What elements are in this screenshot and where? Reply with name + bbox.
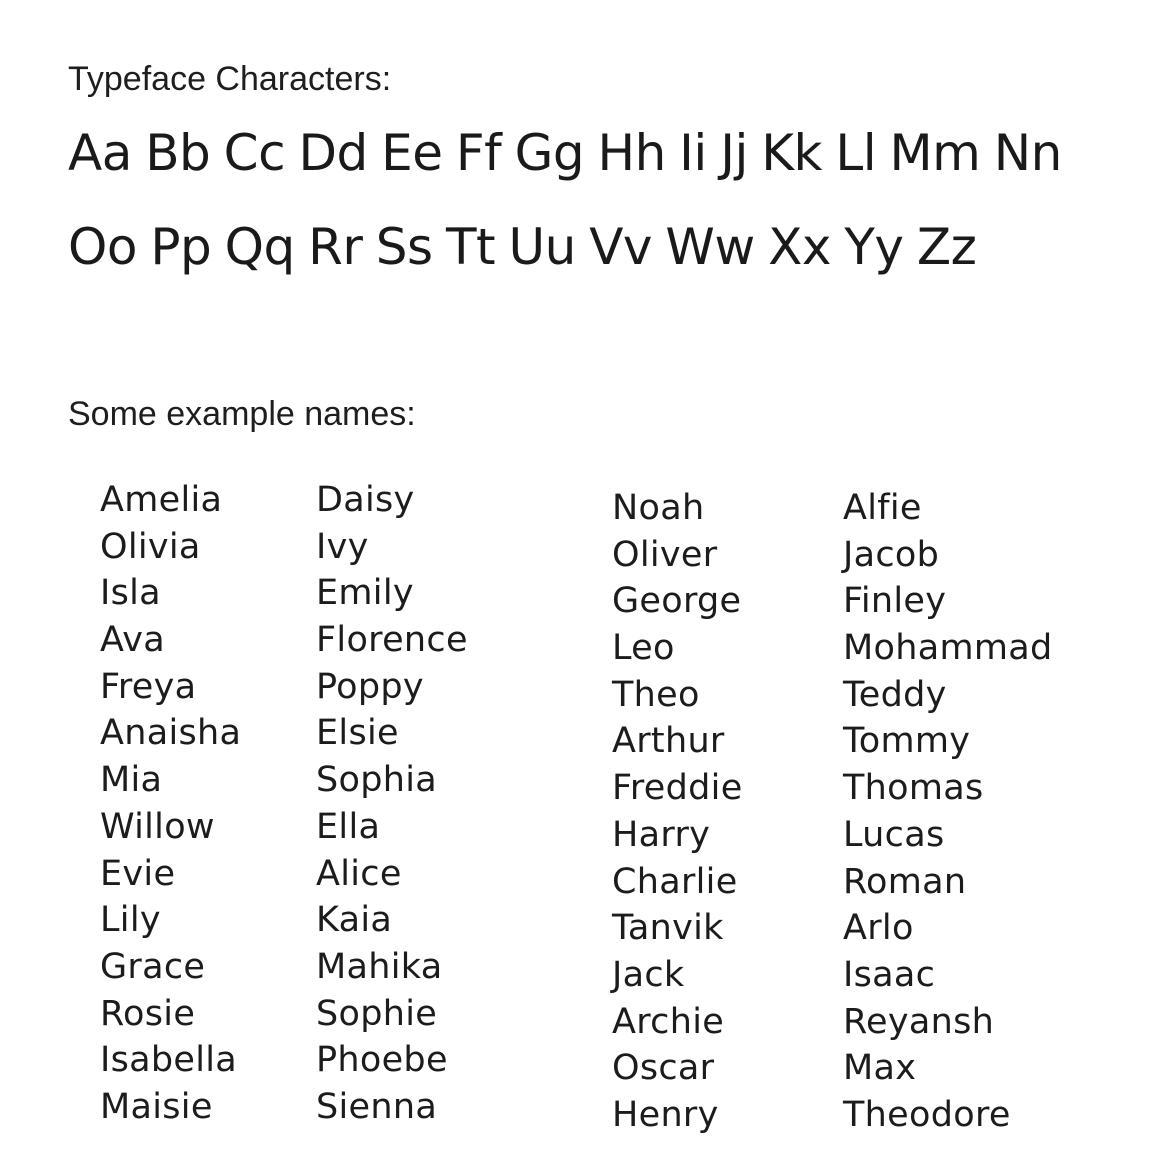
name-item: Lucas xyxy=(843,814,945,855)
name-item: Willow xyxy=(100,806,215,847)
name-item: Archie xyxy=(612,1001,725,1042)
name-item: Poppy xyxy=(316,666,424,707)
name-item: Ella xyxy=(316,806,381,847)
name-item: Mia xyxy=(100,760,163,801)
name-item: Maisie xyxy=(100,1086,213,1127)
name-item: Jacob xyxy=(843,534,940,575)
alphabet-line-2: Oo Pp Qq Rr Ss Tt Uu Vv Ww Xx Yy Zz xyxy=(68,218,977,276)
name-item: Arlo xyxy=(843,908,914,949)
name-item: Sienna xyxy=(316,1086,438,1127)
name-item: Isabella xyxy=(100,1040,238,1081)
name-item: Tanvik xyxy=(612,908,724,949)
name-item: Lily xyxy=(100,900,161,941)
name-item: Roman xyxy=(843,861,967,902)
name-item: Henry xyxy=(612,1094,719,1135)
name-item: Ava xyxy=(100,620,165,661)
name-item: Oliver xyxy=(612,534,718,575)
name-item: Oscar xyxy=(612,1048,715,1089)
name-item: Amelia xyxy=(100,480,223,520)
alphabet-line-1: Aa Bb Cc Dd Ee Ff Gg Hh Ii Jj Kk Ll Mm Nn xyxy=(68,124,1062,182)
name-item: Thomas xyxy=(843,768,984,809)
name-item: Charlie xyxy=(612,861,738,902)
names-heading: Some example names: xyxy=(68,395,416,433)
name-item: Mahika xyxy=(316,946,443,987)
name-item: Rosie xyxy=(100,993,196,1034)
name-item: Grace xyxy=(100,946,206,987)
name-item: Daisy xyxy=(316,480,415,520)
name-item: Mohammad xyxy=(843,628,1053,669)
name-item: Olivia xyxy=(100,526,201,567)
name-item: Kaia xyxy=(316,900,393,941)
name-item: Florence xyxy=(316,620,468,661)
name-item: Theo xyxy=(612,674,700,715)
name-item: Alfie xyxy=(843,488,922,528)
name-item: Freddie xyxy=(612,768,743,809)
names-column-3 xyxy=(612,485,743,1139)
name-item: Sophia xyxy=(316,760,438,801)
name-item: Elsie xyxy=(316,713,399,754)
name-item: Evie xyxy=(100,853,176,894)
name-item: Tommy xyxy=(843,721,971,762)
name-item: Phoebe xyxy=(316,1040,448,1081)
name-item: Theodore xyxy=(843,1094,1011,1135)
name-item: Reyansh xyxy=(843,1001,995,1042)
names-column-2 xyxy=(316,477,468,1131)
name-item: Sophie xyxy=(316,993,438,1034)
name-item: Harry xyxy=(612,814,711,855)
name-item: Leo xyxy=(612,628,675,669)
name-item: Max xyxy=(843,1048,917,1089)
typeface-heading: Typeface Characters: xyxy=(68,60,392,98)
name-item: Isaac xyxy=(843,954,936,995)
name-item: Anaisha xyxy=(100,713,242,754)
name-item: Jack xyxy=(612,954,685,995)
name-item: Emily xyxy=(316,573,414,614)
name-item: Alice xyxy=(316,853,402,894)
name-item: Ivy xyxy=(316,526,369,567)
name-item: Finley xyxy=(843,581,947,622)
name-item: Teddy xyxy=(843,674,947,715)
name-item: Arthur xyxy=(612,721,725,762)
name-item: Freya xyxy=(100,666,197,707)
name-item: George xyxy=(612,581,742,622)
names-column-1 xyxy=(100,477,241,1131)
name-item: Isla xyxy=(100,573,161,614)
name-item: Noah xyxy=(612,488,705,528)
names-column-4 xyxy=(843,485,1053,1139)
